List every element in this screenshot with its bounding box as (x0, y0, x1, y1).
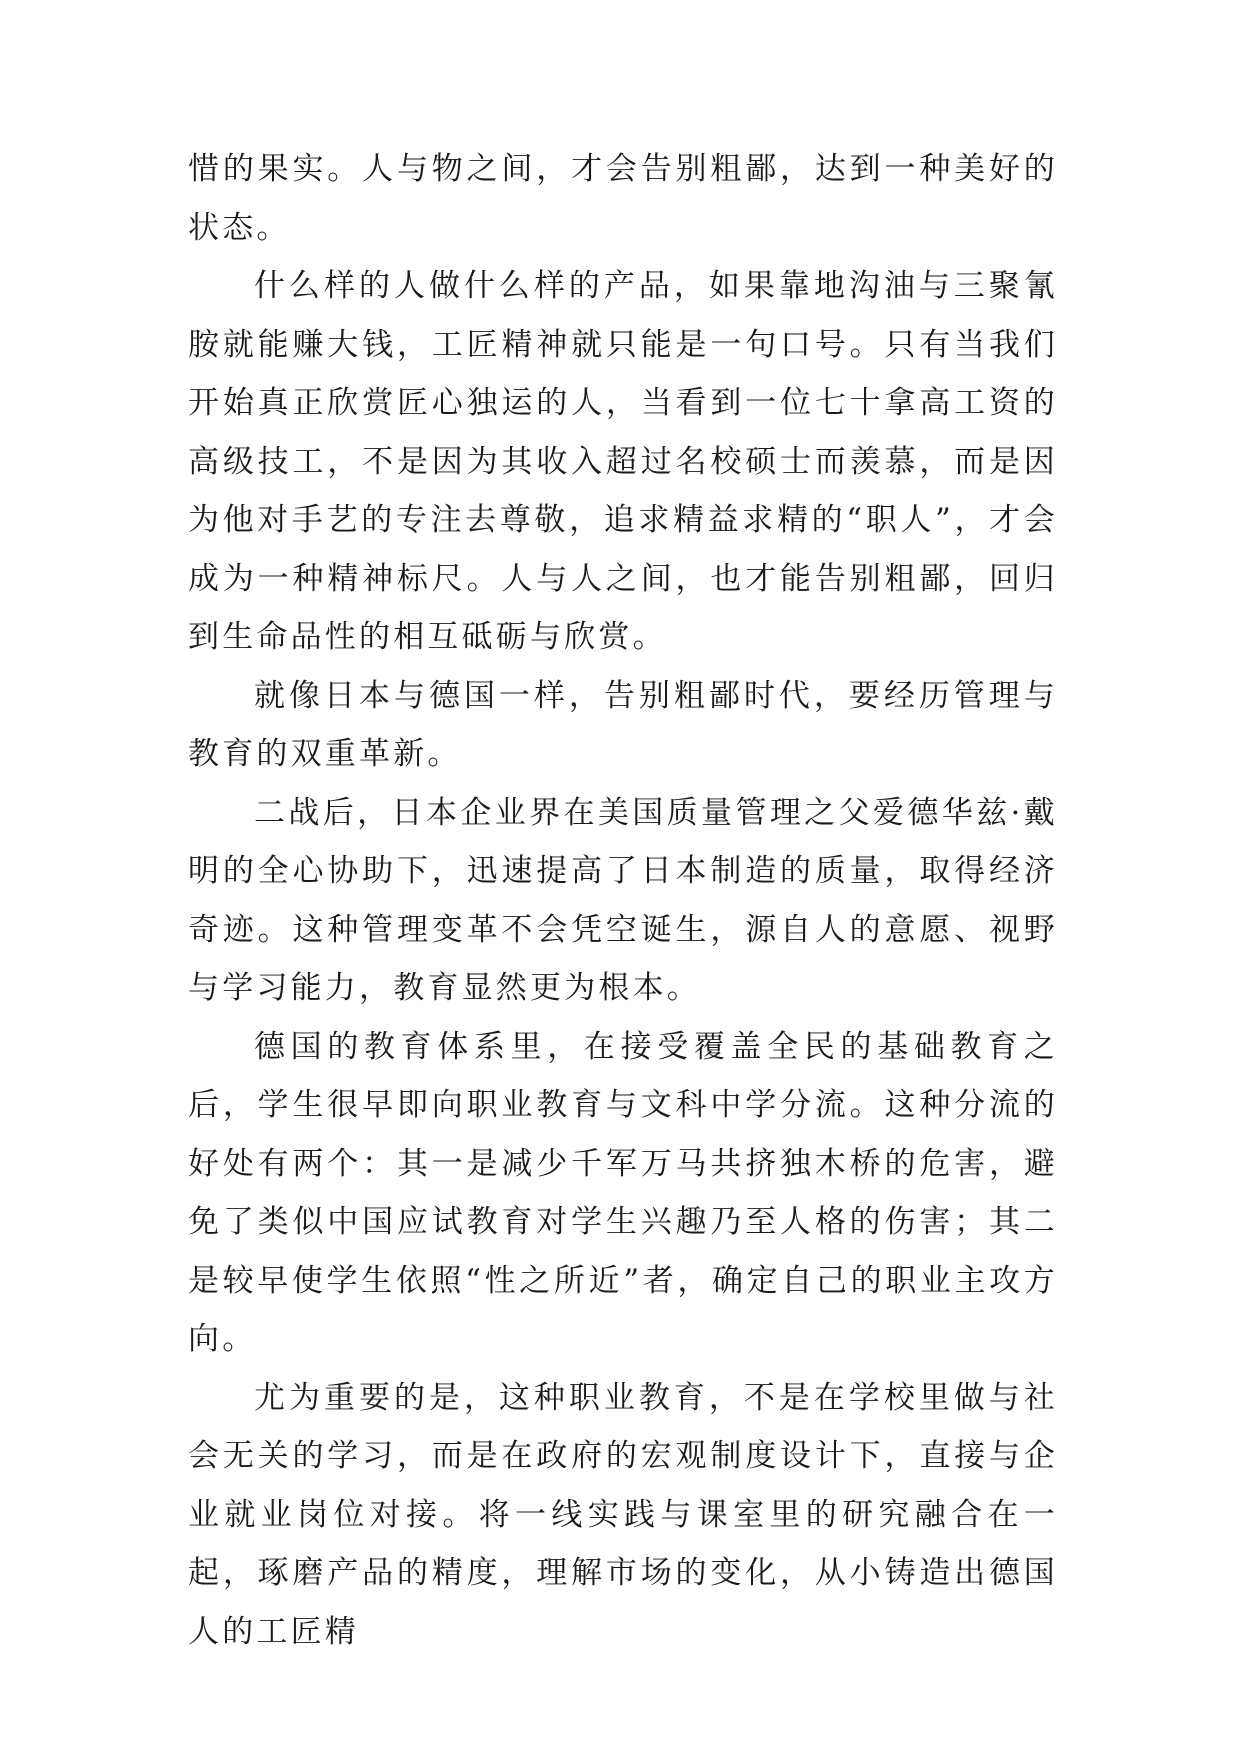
paragraph: 尤为重要的是，这种职业教育，不是在学校里做与社会无关的学习，而是在政府的宏观制度设计下，直接与企业就业岗位对接。将一线实践与课室里的研究融合在一起，琢磨产品的精度，理解市场的变化，从小铸造出德国人的工匠精 (188, 1379, 1058, 1650)
paragraph: 什么样的人做什么样的产品，如果靠地沟油与三聚氰胺就能赚大钱，工匠精神就只能是一句口号。只有当我们开始真正欣赏匠心独运的人，当看到一位七十拿高工资的高级技工，不是因为其收入超过名校硕士而羡慕，而是因为他对手艺的专注去尊敬，追求精益求精的“职人”，才会成为一种精神标尺。人与人之间，也才能告别粗鄙，回归到生命品性的相互砥砺与欣赏。 (188, 268, 1058, 655)
paragraph: 德国的教育体系里，在接受覆盖全民的基础教育之后，学生很早即向职业教育与文科中学分流。这种分流的好处有两个：其一是减少千军万马共挤独木桥的危害，避免了类似中国应试教育对学生兴趣乃至人格的伤害；其二是较早使学生依照“性之所近”者，确定自己的职业主攻方向。 (188, 1028, 1058, 1357)
document-body (188, 140, 1058, 1661)
paragraph: 二战后，日本企业界在美国质量管理之父爱德华兹·戴明的全心协助下，迅速提高了日本制造的质量，取得经济奇迹。这种管理变革不会凭空诞生，源自人的意愿、视野与学习能力，教育显然更为根本。 (188, 794, 1058, 1006)
paragraph-continuation: 惜的果实。人与物之间，才会告别粗鄙，达到一种美好的状态。 (188, 151, 1058, 246)
paragraph: 就像日本与德国一样，告别粗鄙时代，要经历管理与教育的双重革新。 (188, 677, 1058, 772)
